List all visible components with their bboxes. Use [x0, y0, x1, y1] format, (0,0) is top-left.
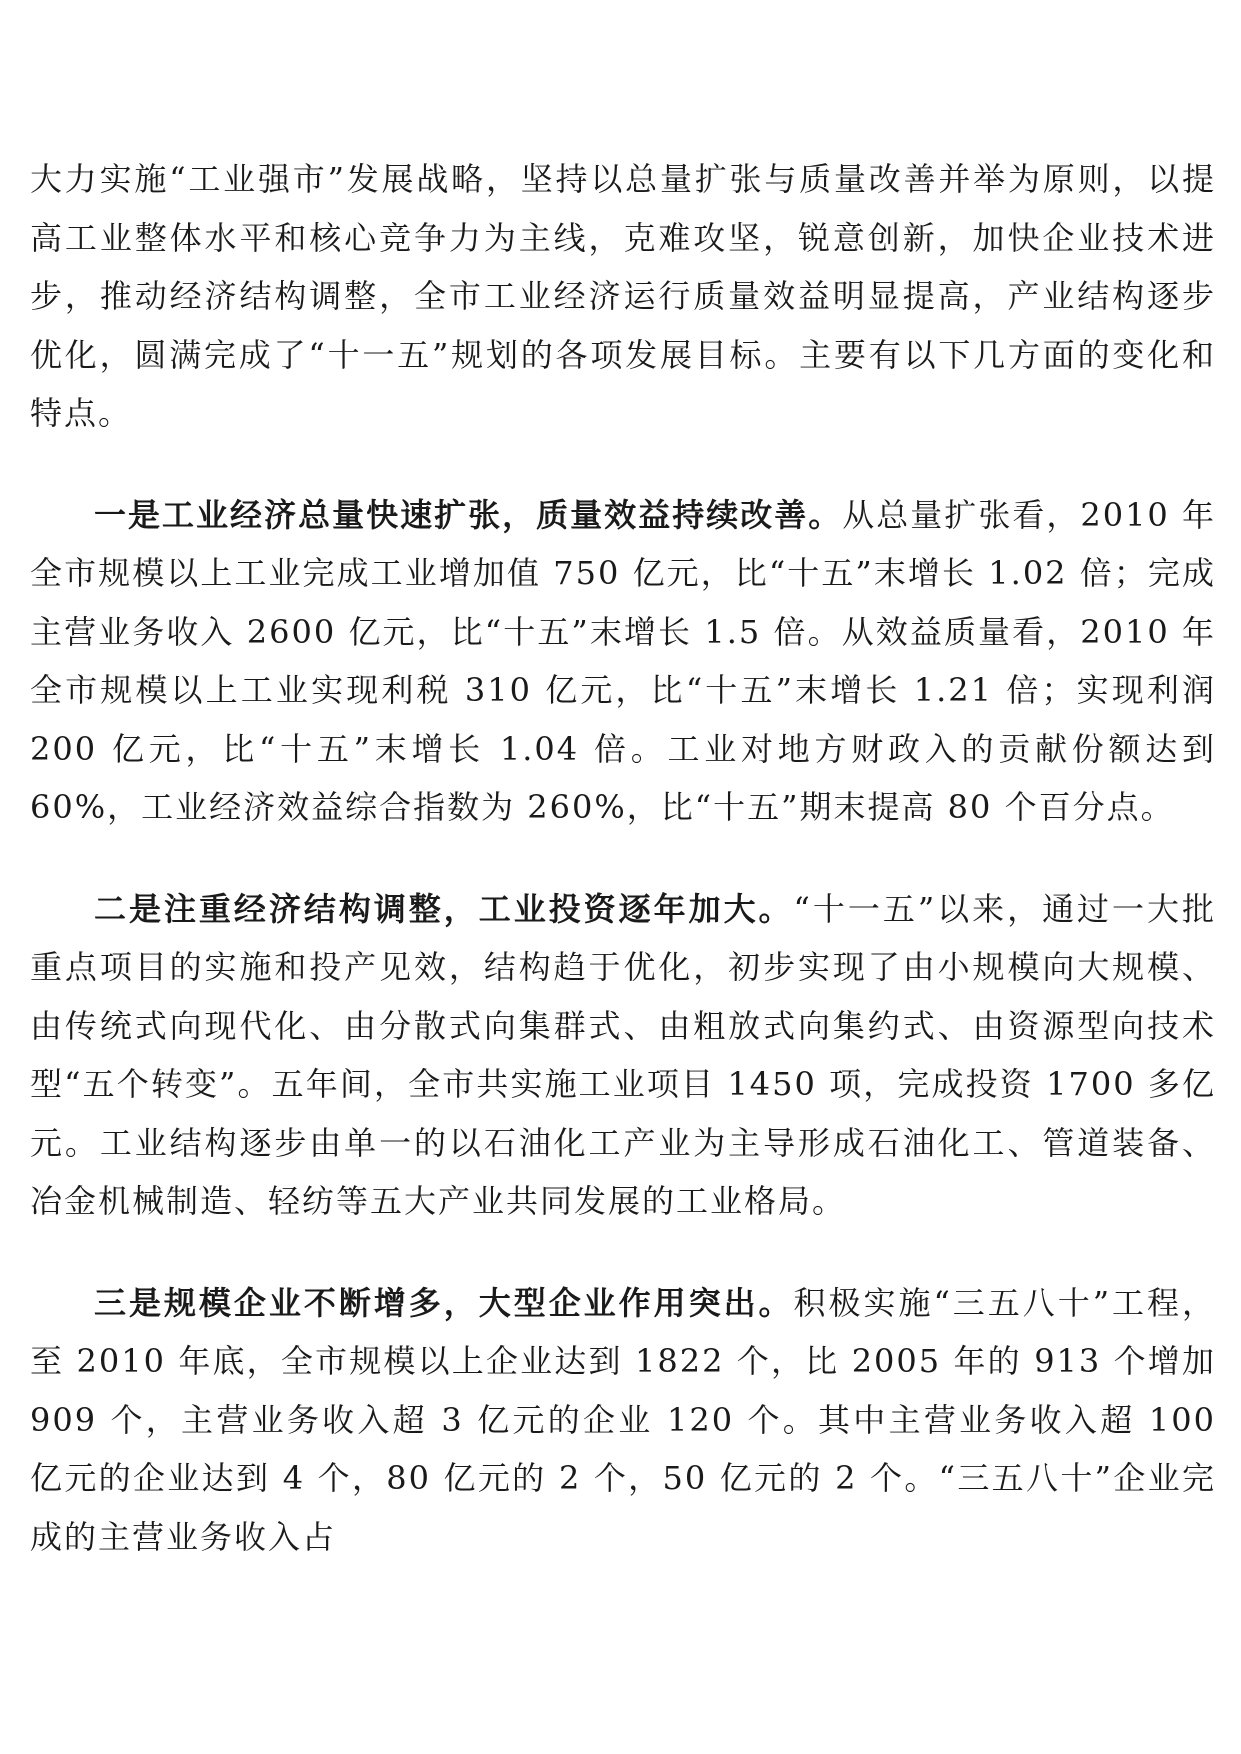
paragraph-point-3 [30, 1274, 1216, 1567]
paragraph-point-2 [30, 880, 1216, 1231]
paragraph-point-3-heading: 三是规模企业不断增多，大型企业作用突出。 [94, 1283, 794, 1322]
paragraph-point-3-text: 积极实施“三五八十”工程，至 2010 年底，全市规模以上企业达到 1822 个，比 2005 年的 913 个增加 909 个，主营业务收入超 3 亿元的企业 120 个。其中主营业务收入超 100 亿元的企业达到 4 个，80 亿元的 2 个，50 亿元的 2 个。“三五八十”企业完成的主营业务收入占 [30, 1283, 1216, 1556]
paragraph-point-2-text: “十一五”以来，通过一大批重点项目的实施和投产见效，结构趋于优化，初步实现了由小规模向大规模、由传统式向现代化、由分散式向集群式、由粗放式向集约式、由资源型向技术型“五个转变”。五年间，全市共实施工业项目 1450 项，完成投资 1700 多亿元。工业结构逐步由单一的以石油化工产业为主导形成石油化工、管道装备、冶金机械制造、轻纺等五大产业共同发展的工业格局。 [30, 889, 1216, 1220]
document-body [30, 150, 1216, 1566]
paragraph-point-1-text: 从总量扩张看，2010 年全市规模以上工业完成工业增加值 750 亿元，比“十五”末增长 1.02 倍；完成主营业务收入 2600 亿元，比“十五”末增长 1.5 倍。从效益质量看，2010 年全市规模以上工业实现利税 310 亿元，比“十五”末增长 1.21 倍；实现利润 200 亿元，比“十五”末增长 1.04 倍。工业对地方财政入的贡献份额达到 60%，工业经济效益综合指数为 260%，比“十五”期末提高 80 个百分点。 [30, 495, 1216, 826]
paragraph-intro [30, 150, 1216, 443]
paragraph-point-1 [30, 486, 1216, 837]
paragraph-point-2-heading: 二是注重经济结构调整，工业投资逐年加大。 [94, 889, 794, 928]
paragraph-intro-text: 大力实施“工业强市”发展战略，坚持以总量扩张与质量改善并举为原则，以提高工业整体水平和核心竞争力为主线，克难攻坚，锐意创新，加快企业技术进步，推动经济结构调整，全市工业经济运行质量效益明显提高，产业结构逐步优化，圆满完成了“十一五”规划的各项发展目标。主要有以下几方面的变化和特点。 [30, 160, 1216, 432]
paragraph-point-1-heading: 一是工业经济总量快速扩张，质量效益持续改善。 [94, 495, 843, 534]
